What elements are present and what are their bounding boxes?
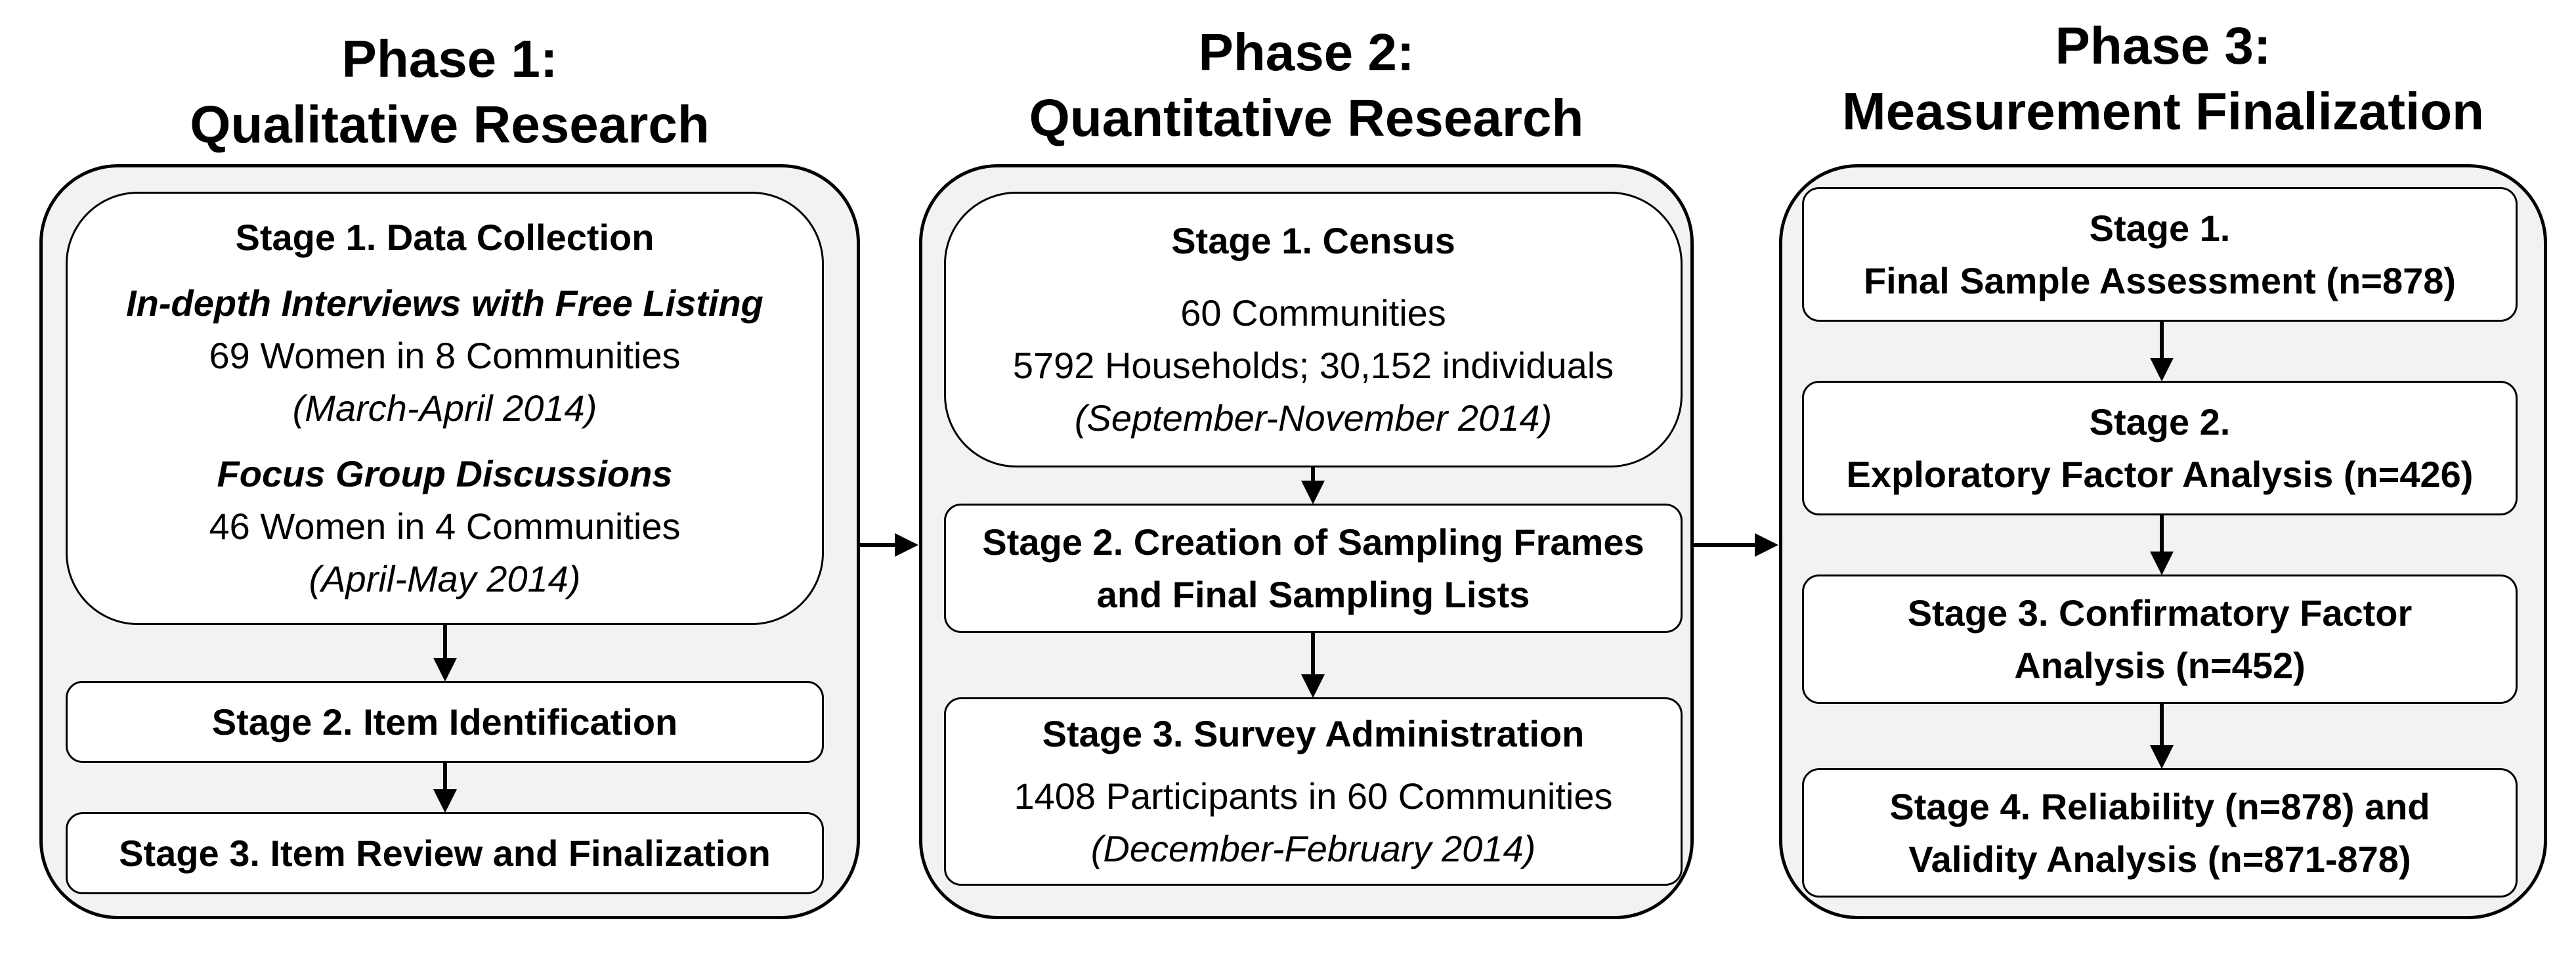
phase-2-stage-3-detail: 1408 Participants in 60 Communities: [1014, 775, 1613, 817]
phase-1-stage-1-method-1: In-depth Interviews with Free Listing: [126, 282, 763, 324]
phase-3-stage-4-title-line1: Stage 4. Reliability (n=878) and: [1889, 785, 2430, 827]
phase-2-stage-2-title-line2: and Final Sampling Lists: [1096, 573, 1530, 615]
phase-2-title: [919, 20, 1694, 151]
phase-1-stage-3: [66, 812, 824, 894]
phase-1-stage-1-detail-1: 69 Women in 8 Communities: [209, 335, 681, 376]
phase-1-stage-2: [66, 681, 824, 763]
phase-1-stage-1-date-1: (March-April 2014): [292, 387, 597, 429]
phase-1-title-line1: Phase 1:: [341, 30, 558, 88]
phase-3-stage-3-title-line1: Stage 3. Confirmatory Factor: [1907, 592, 2413, 634]
phase-2-title-line2: Quantitative Research: [1029, 89, 1584, 147]
phase-2-stage-2-title-line1: Stage 2. Creation of Sampling Frames: [982, 521, 1644, 563]
phase-1-stage-2-title: Stage 2. Item Identification: [211, 701, 678, 743]
phase-1-title-line2: Qualitative Research: [190, 95, 710, 154]
phase-3-stage-2-title-line2: Exploratory Factor Analysis (n=426): [1846, 453, 2474, 495]
phase-2-stage-1-title: Stage 1. Census: [1171, 220, 1455, 261]
phase-1-stage-1-detail-2: 46 Women in 4 Communities: [209, 506, 681, 547]
phase-3-stage-3: [1802, 575, 2518, 704]
phase-2-stage-1-detail-2: 5792 Households; 30,152 individuals: [1012, 345, 1614, 386]
phase-1-stage-1-method-2: Focus Group Discussions: [217, 453, 673, 494]
phase-3-title-line1: Phase 3:: [2055, 16, 2271, 75]
phase-3-stage-1-title-line2: Final Sample Assessment (n=878): [1863, 259, 2457, 301]
phase-2-stage-2: [944, 504, 1683, 633]
phase-3-stage-3-title-line2: Analysis (n=452): [2014, 644, 2306, 686]
phase-3-title-line2: Measurement Finalization: [1842, 82, 2484, 141]
phase-1-stage-3-title: Stage 3. Item Review and Finalization: [119, 832, 771, 874]
phase-3-stage-4-title-line2: Validity Analysis (n=871-878): [1908, 838, 2411, 880]
phase-3-stage-2-title-line1: Stage 2.: [2089, 401, 2231, 443]
phase-2-title-line1: Phase 2:: [1198, 23, 1415, 81]
phase-1-stage-1: [66, 192, 824, 625]
phase-2-stage-1-date: (September-November 2014): [1074, 397, 1553, 439]
phase-3-title: [1779, 13, 2547, 144]
phase-3-stage-4: [1802, 768, 2518, 898]
phase-2-stage-1-detail-1: 60 Communities: [1180, 292, 1446, 334]
phase-2-stage-3-date: (December-February 2014): [1090, 828, 1536, 869]
phase-3-stage-1-title-line1: Stage 1.: [2089, 207, 2231, 249]
phase-1-title: [39, 26, 860, 158]
phase-1-stage-1-title: Stage 1. Data Collection: [235, 217, 655, 258]
phase-2-stage-1: [944, 192, 1683, 467]
phase-3-stage-1: [1802, 187, 2518, 322]
phase-2-stage-3-title: Stage 3. Survey Administration: [1042, 713, 1585, 754]
phase-1-stage-1-date-2: (April-May 2014): [309, 558, 581, 599]
phase-3-stage-2: [1802, 381, 2518, 515]
phase-2-stage-3: [944, 697, 1683, 886]
